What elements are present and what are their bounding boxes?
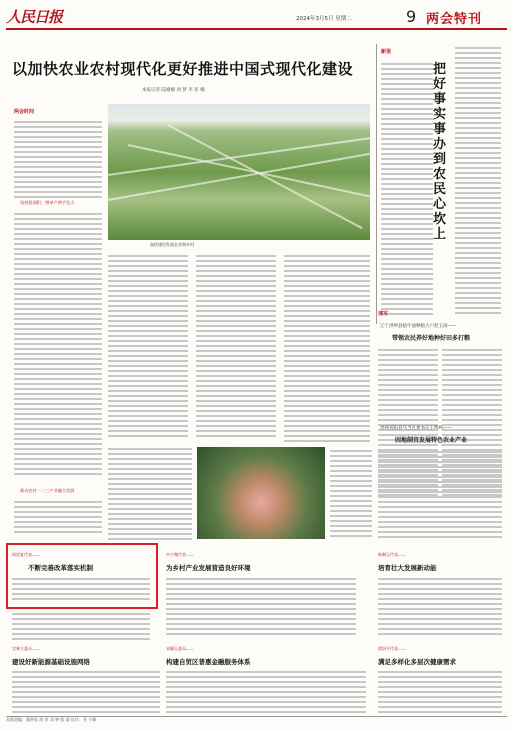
bottom-6-kicker: 徐洛平代表—— [378,646,406,651]
bottom-4-headline: 建设好新能源基础设施网络 [12,658,90,666]
bottom-1-headline: 不断完善改革落实机制 [28,564,93,572]
page-number: 9 [406,7,417,26]
sidebar-text-right [455,44,501,319]
sidebar-story2-text [378,448,502,538]
page-footer: 本版责编：董黄蓉 周 彦 邓 钟 版 面 设计：亚 干峰 [6,716,507,726]
bottom-6-text [378,668,502,713]
masthead [6,6,507,30]
greenhouse-farmer-photo [197,447,325,539]
sidebar-kicker-2: 速写 [378,311,389,317]
bottom-1-text-2 [12,610,150,640]
sidebar-text-left [381,60,433,315]
lead-subhead-2: 推动农村一二三产业融合发展 [20,488,75,493]
lead-text-block-2 [14,210,102,480]
lead-text-block-5 [196,252,276,437]
lead-text-block-7 [108,445,192,540]
bottom-3-kicker: 陈琳玉代表—— [378,552,406,557]
bottom-3-text [378,575,502,635]
lead-text-block-3 [14,498,102,536]
lead-byline: 本报记者 陆娅楠 刘 梦 李 亚 楠 [142,88,205,93]
bottom-5-headline: 构建自贸区普惠金融服务体系 [166,658,251,666]
lead-text-block-4 [108,252,188,437]
section-title: 两会特刊 [426,12,483,27]
lead-text-block-6 [284,252,370,442]
bottom-5-text [166,668,366,713]
lead-subhead-1: 坚持稳面积、增单产两手发力 [20,200,75,205]
bottom-2-headline: 为乡村产业发展营造良好环境 [166,564,251,572]
bottom-1-kicker: 网淳复代表—— [12,552,40,557]
bottom-2-text [166,575,356,635]
bottom-1-text [12,575,150,601]
bottom-6-headline: 满足多样化多层次健康需求 [378,658,456,666]
sidebar-story-headline: 带领农民养好地种好田多打粮 [392,335,471,342]
newspaper-logo: 人民日报 [6,8,63,26]
sidebar-story2-headline: 因地制宜发展特色农业产业 [395,437,468,444]
lead-kicker: 两会时间 [14,109,35,115]
lead-headline: 以加快农业农村现代化更好推进中国式现代化建设 [12,60,354,78]
sidebar-vertical-title: 把好事实事办到农民心坎上 [433,62,447,242]
farmland-photo [108,104,370,240]
lead-text-block-8 [330,447,372,537]
bottom-5-kicker: 宋珊玉委员—— [166,646,194,651]
lead-text-block [14,118,102,198]
sidebar-kicker: 新语 [381,49,392,55]
photo-caption: 加快建设发展农业和乡村 [150,242,194,247]
sidebar-story2-kicker: 贵州省阳县乌当区委书记王鸣鸣—— [380,426,452,431]
bottom-4-text [12,668,160,713]
bottom-3-headline: 培育壮大发展新动能 [378,564,437,572]
dateline: 2024年3月5日 星期二 [296,16,352,22]
bottom-4-kicker: 完参立委员—— [12,646,40,651]
bottom-2-kicker: 中小微代表—— [166,552,194,557]
sidebar-story-kicker: 辽宁洪岭县稳牛油种植大户赵玉国—— [380,324,457,329]
